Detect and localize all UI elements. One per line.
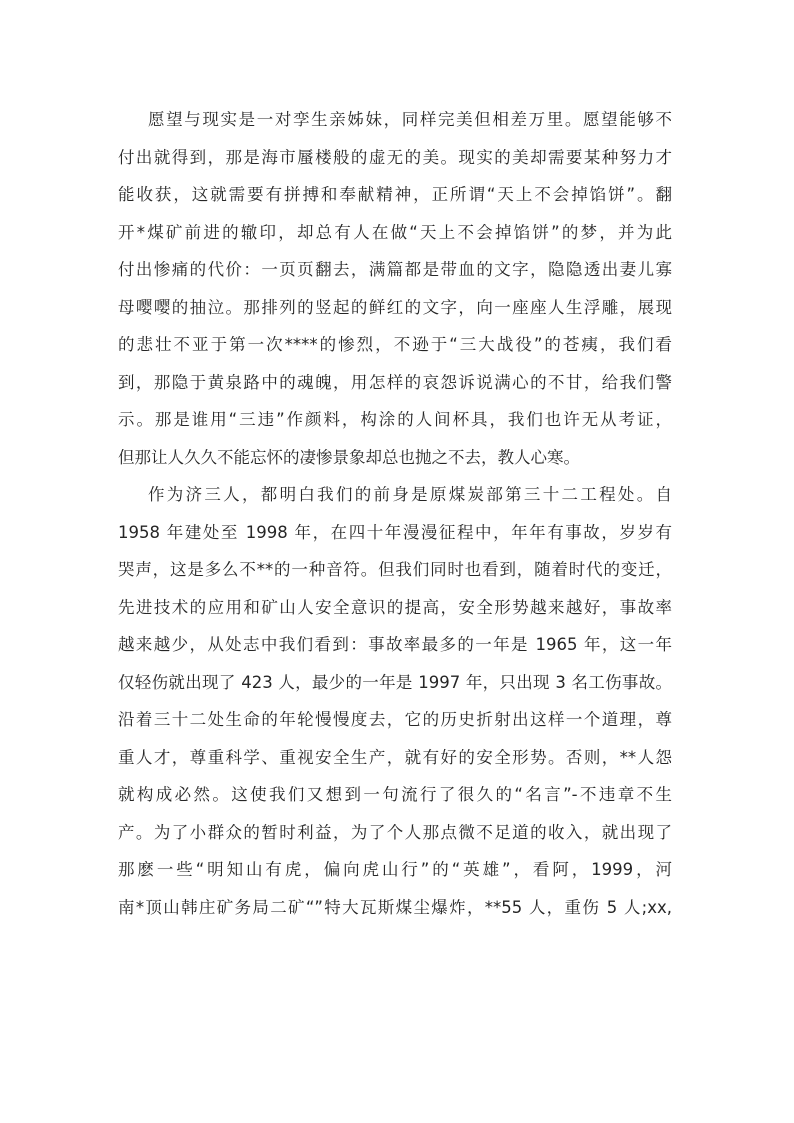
paragraph-line: 越来越少，从处志中我们看到：事故率最多的一年是 1965 年，这一年 bbox=[118, 635, 672, 654]
paragraph-line: 就构成必然。这使我们又想到一句流行了很久的“名言”-不违章不生 bbox=[118, 785, 672, 804]
paragraph-line: 但那让人久久不能忘怀的凄惨景象却总也抛之不去，教人心寒。 bbox=[118, 447, 580, 467]
paragraph-line: 到，那隐于黄泉路中的魂魄，用怎样的哀怨诉说满心的不甘，给我们警 bbox=[118, 372, 672, 392]
paragraph-line: 先进技术的应用和矿山人安全意识的提高，安全形势越来越好，事故率 bbox=[118, 597, 672, 617]
paragraph-2 bbox=[118, 476, 672, 926]
paragraph-line: 仅轻伤就出现了 423 人，最少的一年是 1997 年，只出现 3 名工伤事故。 bbox=[118, 672, 672, 692]
paragraph-1 bbox=[118, 101, 672, 476]
paragraph-line: 那麽一些“明知山有虎，偏向虎山行”的“英雄”，看阿，1999，河 bbox=[118, 860, 672, 879]
paragraph-line: 作为济三人，都明白我们的前身是原煤炭部第三十二工程处。自 bbox=[148, 485, 672, 504]
paragraph-line: 重人才，尊重科学、重视安全生产，就有好的安全形势。否则，**人怨 bbox=[118, 747, 672, 767]
paragraph-line: 母嘤嘤的抽泣。那排列的竖起的鲜红的文字，向一座座人生浮雕，展现 bbox=[118, 297, 672, 317]
paragraph-line: 付出就得到，那是海市蜃楼般的虚无的美。现实的美却需要某种努力才 bbox=[118, 147, 672, 167]
paragraph-line: 1958 年建处至 1998 年，在四十年漫漫征程中，年年有事故，岁岁有 bbox=[118, 522, 672, 542]
paragraph-line: 哭声，这是多么不**的一种音符。但我们同时也看到，随着时代的变迁， bbox=[118, 560, 672, 579]
paragraph-line: 沿着三十二处生命的年轮慢慢度去，它的历史折射出这样一个道理，尊 bbox=[118, 710, 672, 729]
paragraph-line: 产。为了小群众的暂时利益，为了个人那点微不足道的收入，就出现了 bbox=[118, 822, 672, 842]
paragraph-line: 开*煤矿前进的辙印，却总有人在做“天上不会掉馅饼”的梦，并为此 bbox=[118, 222, 672, 242]
paragraph-line: 的悲壮不亚于第一次****的惨烈，不逊于“三大战役”的苍痍，我们看 bbox=[118, 335, 672, 354]
paragraph-line: 示。那是谁用“三违”作颜料，构涂的人间杯具，我们也许无从考证， bbox=[118, 410, 672, 429]
document-page bbox=[118, 101, 672, 926]
paragraph-line: 南*顶山韩庄矿务局二矿“”特大瓦斯煤尘爆炸，**55 人，重伤 5 人;xx, bbox=[118, 897, 672, 917]
paragraph-line: 付出惨痛的代价：一页页翻去，满篇都是带血的文字，隐隐透出妻儿寡 bbox=[118, 260, 672, 279]
paragraph-line: 能收获，这就需要有拼搏和奉献精神，正所谓“天上不会掉馅饼”。翻 bbox=[118, 185, 672, 204]
paragraph-line: 愿望与现实是一对孪生亲姊妹，同样完美但相差万里。愿望能够不 bbox=[148, 110, 672, 129]
